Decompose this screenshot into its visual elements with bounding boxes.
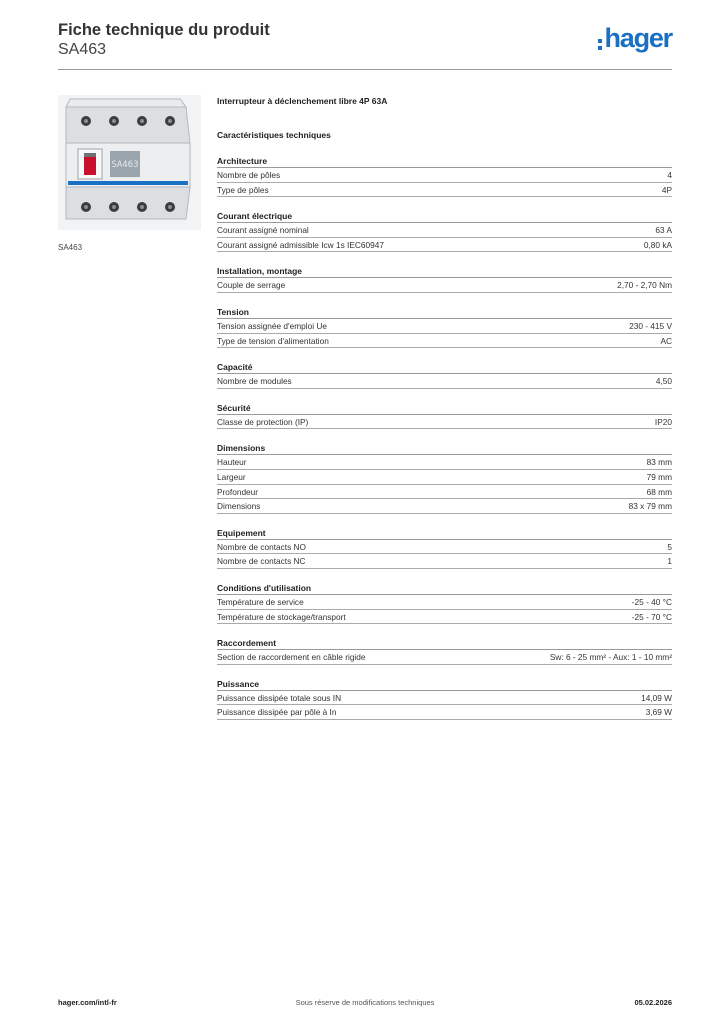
spec-value: Sw: 6 - 25 mm² - Aux: 1 - 10 mm²: [549, 652, 672, 663]
spec-row: [217, 691, 672, 706]
spec-label: Température de service: [217, 596, 304, 607]
spec-value: -25 - 70 °C: [631, 611, 672, 622]
spec-label: Type de pôles: [217, 184, 269, 195]
section-title: Raccordement: [217, 637, 672, 650]
spec-value: 4P: [661, 184, 672, 195]
specs-title: Caractéristiques techniques: [217, 130, 331, 140]
hager-logo: [598, 24, 672, 54]
spec-value: 4,50: [655, 376, 672, 387]
section-title: Conditions d'utilisation: [217, 582, 672, 595]
spec-label: Largeur: [217, 471, 246, 482]
spec-label: Nombre de contacts NC: [217, 556, 306, 567]
spec-value: AC: [660, 335, 672, 346]
spec-section: [217, 527, 672, 569]
spec-label: Couple de serrage: [217, 280, 286, 291]
spec-content: [217, 96, 672, 720]
section-title: Tension: [217, 306, 672, 319]
document-title: Fiche technique du produit: [58, 21, 270, 39]
spec-label: Dimensions: [217, 501, 261, 512]
spec-value: 68 mm: [646, 486, 672, 497]
device-label: SA463: [111, 160, 139, 170]
spec-label: Puissance dissipée par pôle à In: [217, 707, 337, 718]
product-name: Interrupteur à déclenchement libre 4P 63A: [217, 96, 388, 106]
spec-value: 83 mm: [646, 457, 672, 468]
spec-value: 79 mm: [646, 471, 672, 482]
spec-row: [217, 499, 672, 514]
spec-row: [217, 238, 672, 253]
spec-row: [217, 223, 672, 238]
spec-section: [217, 442, 672, 513]
spec-value: IP20: [654, 416, 672, 427]
spec-label: Hauteur: [217, 457, 247, 468]
spec-label: Profondeur: [217, 486, 259, 497]
spec-label: Puissance dissipée totale sous IN: [217, 692, 342, 703]
spec-section: [217, 306, 672, 348]
spec-row: [217, 705, 672, 720]
spec-section: [217, 582, 672, 624]
section-title: Sécurité: [217, 402, 672, 415]
section-title: Architecture: [217, 155, 672, 168]
spec-row: [217, 610, 672, 625]
spec-section: [217, 402, 672, 430]
spec-row: [217, 595, 672, 610]
spec-section: [217, 678, 672, 720]
spec-row: [217, 540, 672, 555]
spec-value: 1: [667, 556, 672, 567]
footer-disclaimer: Sous réserve de modifications techniques: [295, 998, 435, 1007]
logo-text: hager: [604, 23, 672, 53]
spec-section: [217, 210, 672, 252]
spec-row: [217, 278, 672, 293]
spec-sections: [217, 155, 672, 720]
spec-section: [217, 361, 672, 389]
section-title: Equipement: [217, 527, 672, 540]
section-title: Installation, montage: [217, 265, 672, 278]
spec-value: 63 A: [655, 225, 672, 236]
spec-label: Type de tension d'alimentation: [217, 335, 329, 346]
spec-section: [217, 637, 672, 665]
logo-dots-icon: [598, 39, 602, 50]
spec-value: 14,09 W: [641, 692, 672, 703]
circuit-breaker-illustration: [58, 95, 201, 230]
spec-section: [217, 265, 672, 293]
spec-value: -25 - 40 °C: [631, 596, 672, 607]
spec-value: 4: [667, 170, 672, 180]
spec-row: [217, 334, 672, 349]
spec-label: Nombre de contacts NO: [217, 541, 306, 552]
spec-row: [217, 319, 672, 334]
section-title: Dimensions: [217, 442, 672, 455]
spec-label: Nombre de modules: [217, 376, 292, 387]
spec-section: [217, 155, 672, 197]
footer-website: hager.com/intl-fr: [58, 998, 117, 1007]
spec-value: 0,80 kA: [643, 239, 672, 250]
spec-row: [217, 554, 672, 569]
spec-label: Classe de protection (IP): [217, 416, 309, 427]
spec-value: 230 - 415 V: [629, 320, 672, 331]
footer-date: 05.02.2026: [634, 998, 672, 1007]
spec-row: [217, 455, 672, 470]
spec-row: [217, 470, 672, 485]
spec-row: [217, 650, 672, 665]
spec-label: Courant assigné admissible Icw 1s IEC60947: [217, 239, 384, 250]
section-title: Puissance: [217, 678, 672, 691]
spec-row: [217, 485, 672, 500]
spec-row: [217, 183, 672, 198]
spec-label: Section de raccordement en câble rigide: [217, 652, 366, 663]
spec-value: 2,70 - 2,70 Nm: [617, 280, 672, 291]
section-title: Courant électrique: [217, 210, 672, 223]
document-subtitle: SA463: [58, 41, 107, 58]
section-title: Capacité: [217, 361, 672, 374]
spec-value: 5: [667, 541, 672, 552]
spec-row: [217, 415, 672, 430]
spec-value: 83 x 79 mm: [628, 501, 672, 512]
image-caption: SA463: [58, 243, 83, 252]
spec-label: Nombre de pôles: [217, 170, 281, 180]
spec-row: [217, 168, 672, 183]
spec-label: Température de stockage/transport: [217, 611, 346, 622]
page-header: [58, 20, 672, 70]
spec-label: Tension assignée d'emploi Ue: [217, 320, 327, 331]
spec-label: Courant assigné nominal: [217, 225, 309, 236]
product-image: [58, 95, 201, 230]
spec-value: 3,69 W: [645, 707, 672, 718]
spec-row: [217, 374, 672, 389]
